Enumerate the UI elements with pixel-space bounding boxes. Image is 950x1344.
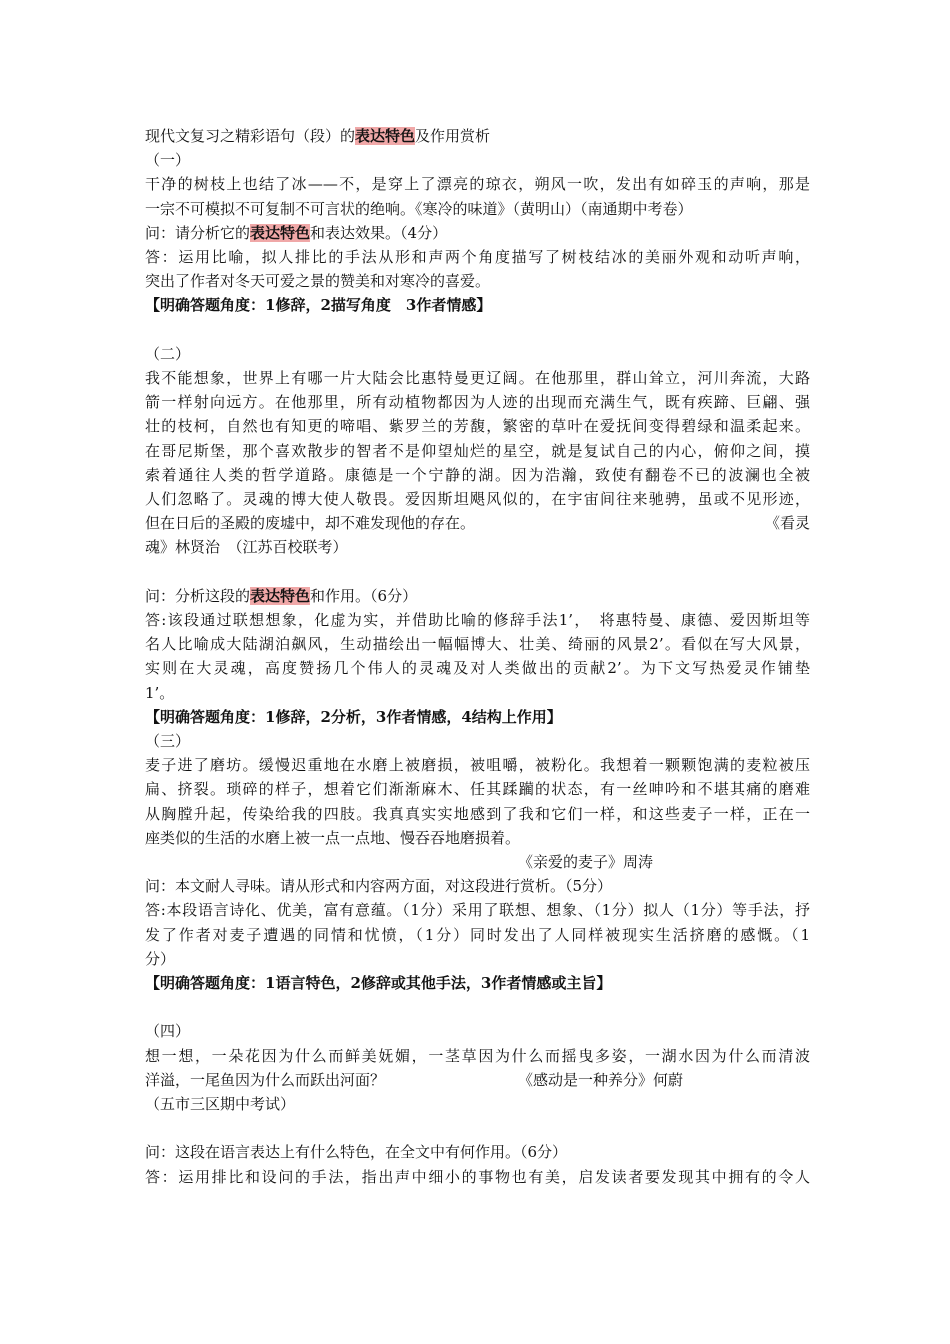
section-4-answer-line: 答：运用排比和设问的手法，指出声中细小的事物也有美，启发读者要发现其中拥有的令人 <box>145 1167 810 1186</box>
section-2-source: 魂》林贤治 （江苏百校联考） <box>145 538 348 557</box>
section-2-question: 问：分析这段的表达特色和作用。（6分） <box>145 586 418 605</box>
section-4-passage-line: 想一想，一朵花因为什么而鲜美妩媚，一茎草因为什么而摇曳多姿，一湖水因为什么而清波 <box>145 1046 810 1065</box>
section-3-question: 问：本文耐人寻味。请从形式和内容两方面，对这段进行赏析。（5分） <box>145 877 613 896</box>
section-2-passage-line: 索着通往人类的哲学道路。康德是一个宁静的湖。因为浩瀚，致使有翻卷不已的波澜也全被 <box>145 465 810 484</box>
section-2-answer-line: 名人比喻成大陆湖泊飙风，生动描绘出一幅幅博大、壮美、绮丽的风景2’。看似在写大风景， <box>145 635 810 654</box>
section-2-passage-line: 人们忽略了。灵魂的博大使人敬畏。爱因斯坦飓风似的，在宇宙间往来驰骋，虽或不见形迹， <box>145 490 810 509</box>
document-page <box>145 124 810 1189</box>
section-2-passage-line: 壮的枝柯，自然也有知更的啼唱、紫罗兰的芳馥，繁密的草叶在爱抚间变得碧绿和温柔起来。 <box>145 417 810 436</box>
section-3-source: 《亲爱的麦子》周涛 <box>518 853 654 872</box>
highlighted-term: 表达特色 <box>250 586 311 605</box>
section-4-question: 问：这段在语言表达上有什么特色，在全文中有何作用。（6分） <box>145 1143 568 1162</box>
section-2-answer-line: 1’。 <box>145 683 175 702</box>
section-2-label: （二） <box>145 344 191 363</box>
section-4-label: （四） <box>145 1022 191 1041</box>
section-3-answer-line: 发了作者对麦子遭遇的同情和忧愤，（1分）同时发出了人同样被现实生活挤磨的感慨。（1 <box>145 925 810 944</box>
section-2-passage-line: 但在日后的圣殿的废墟中，却不难发现他的存在。 《看灵 <box>145 514 810 533</box>
section-1-passage-line: 一宗不可模拟不可复制不可言状的绝响。《寒冷的味道》（黄明山）（南通期中考卷） <box>145 199 693 218</box>
section-2-tip: 【明确答题角度：1修辞，2分析，3作者情感，4结构上作用】 <box>145 707 562 726</box>
section-3-passage-line: 麦子进了磨坊。缓慢迟重地在水磨上被磨损，被咀嚼，被粉化。我想着一颗颗饱满的麦粒被压 <box>145 756 810 775</box>
section-2-passage-line: 箭一样射向远方。在他那里，所有动植物都因为人迹的出现而充满生气，既有疾蹄、巨翩、强 <box>145 393 810 412</box>
section-1-question: 问：请分析它的表达特色和表达效果。（4分） <box>145 223 448 242</box>
section-3-passage-line: 扁、挤裂。琐碎的样子，想着它们渐渐麻木、任其蹂躏的状态，有一丝呻吟和不堪其痛的磨难 <box>145 780 810 799</box>
section-3-tip: 【明确答题角度：1语言特色，2修辞或其他手法，3作者情感或主旨】 <box>145 974 612 993</box>
section-4-passage-line: 洋溢，一尾鱼因为什么而跃出河面？ 《感动是一种养分》何蔚 <box>145 1070 684 1089</box>
section-1-label: （一） <box>145 151 191 170</box>
section-2-answer-line: 实则在大灵魂，高度赞扬几个伟人的灵魂及对人类做出的贡献2’。为下文写热爱灵作铺垫 <box>145 659 810 678</box>
section-3-answer-line: 分） <box>145 949 176 968</box>
section-4-source: （五市三区期中考试） <box>145 1095 296 1114</box>
highlighted-term: 表达特色 <box>355 127 416 145</box>
section-3-label: （三） <box>145 732 191 751</box>
section-1-answer-line: 答：运用比喻，拟人排比的手法从形和声两个角度描写了树枝结冰的美丽外观和动听声响， <box>145 248 810 267</box>
document-title: 现代文复习之精彩语句（段）的表达特色及作用赏析 <box>145 127 491 145</box>
section-2-answer-line: 答:该段通过联想想象，化虚为实，并借助比喻的修辞手法1’， 将惠特曼、康德、爱因斯坦等 <box>145 611 810 630</box>
section-1-answer-line: 突出了作者对冬天可爱之景的赞美和对寒冷的喜爱。 <box>145 272 491 291</box>
section-3-passage-line: 座类似的生活的水磨上被一点一点地、慢吞吞地磨损着。 <box>145 828 521 847</box>
section-1-passage-line: 干净的树枝上也结了冰——不，是穿上了漂亮的琼衣，朔风一吹，发出有如碎玉的声响，那是 <box>145 175 810 194</box>
highlighted-term: 表达特色 <box>250 223 311 242</box>
section-2-passage-line: 我不能想象，世界上有哪一片大陆会比惠特曼更辽阔。在他那里，群山耸立，河川奔流，大路 <box>145 369 810 388</box>
section-2-passage-line: 在哥尼斯堡，那个喜欢散步的智者不是仰望灿烂的星空，就是复试自己的内心，俯仰之间，摸 <box>145 441 810 460</box>
section-3-answer-line: 答:本段语言诗化、优美，富有意蕴。（1分）采用了联想、想象、（1分）拟人（1分）等手法，抒 <box>145 901 810 920</box>
section-3-passage-line: 从胸膛升起，传染给我的四肢。我真真实实地感到了我和它们一样，和这些麦子一样，正在一 <box>145 804 810 823</box>
section-1-tip: 【明确答题角度：1修辞，2描写角度 3作者情感】 <box>145 296 492 315</box>
